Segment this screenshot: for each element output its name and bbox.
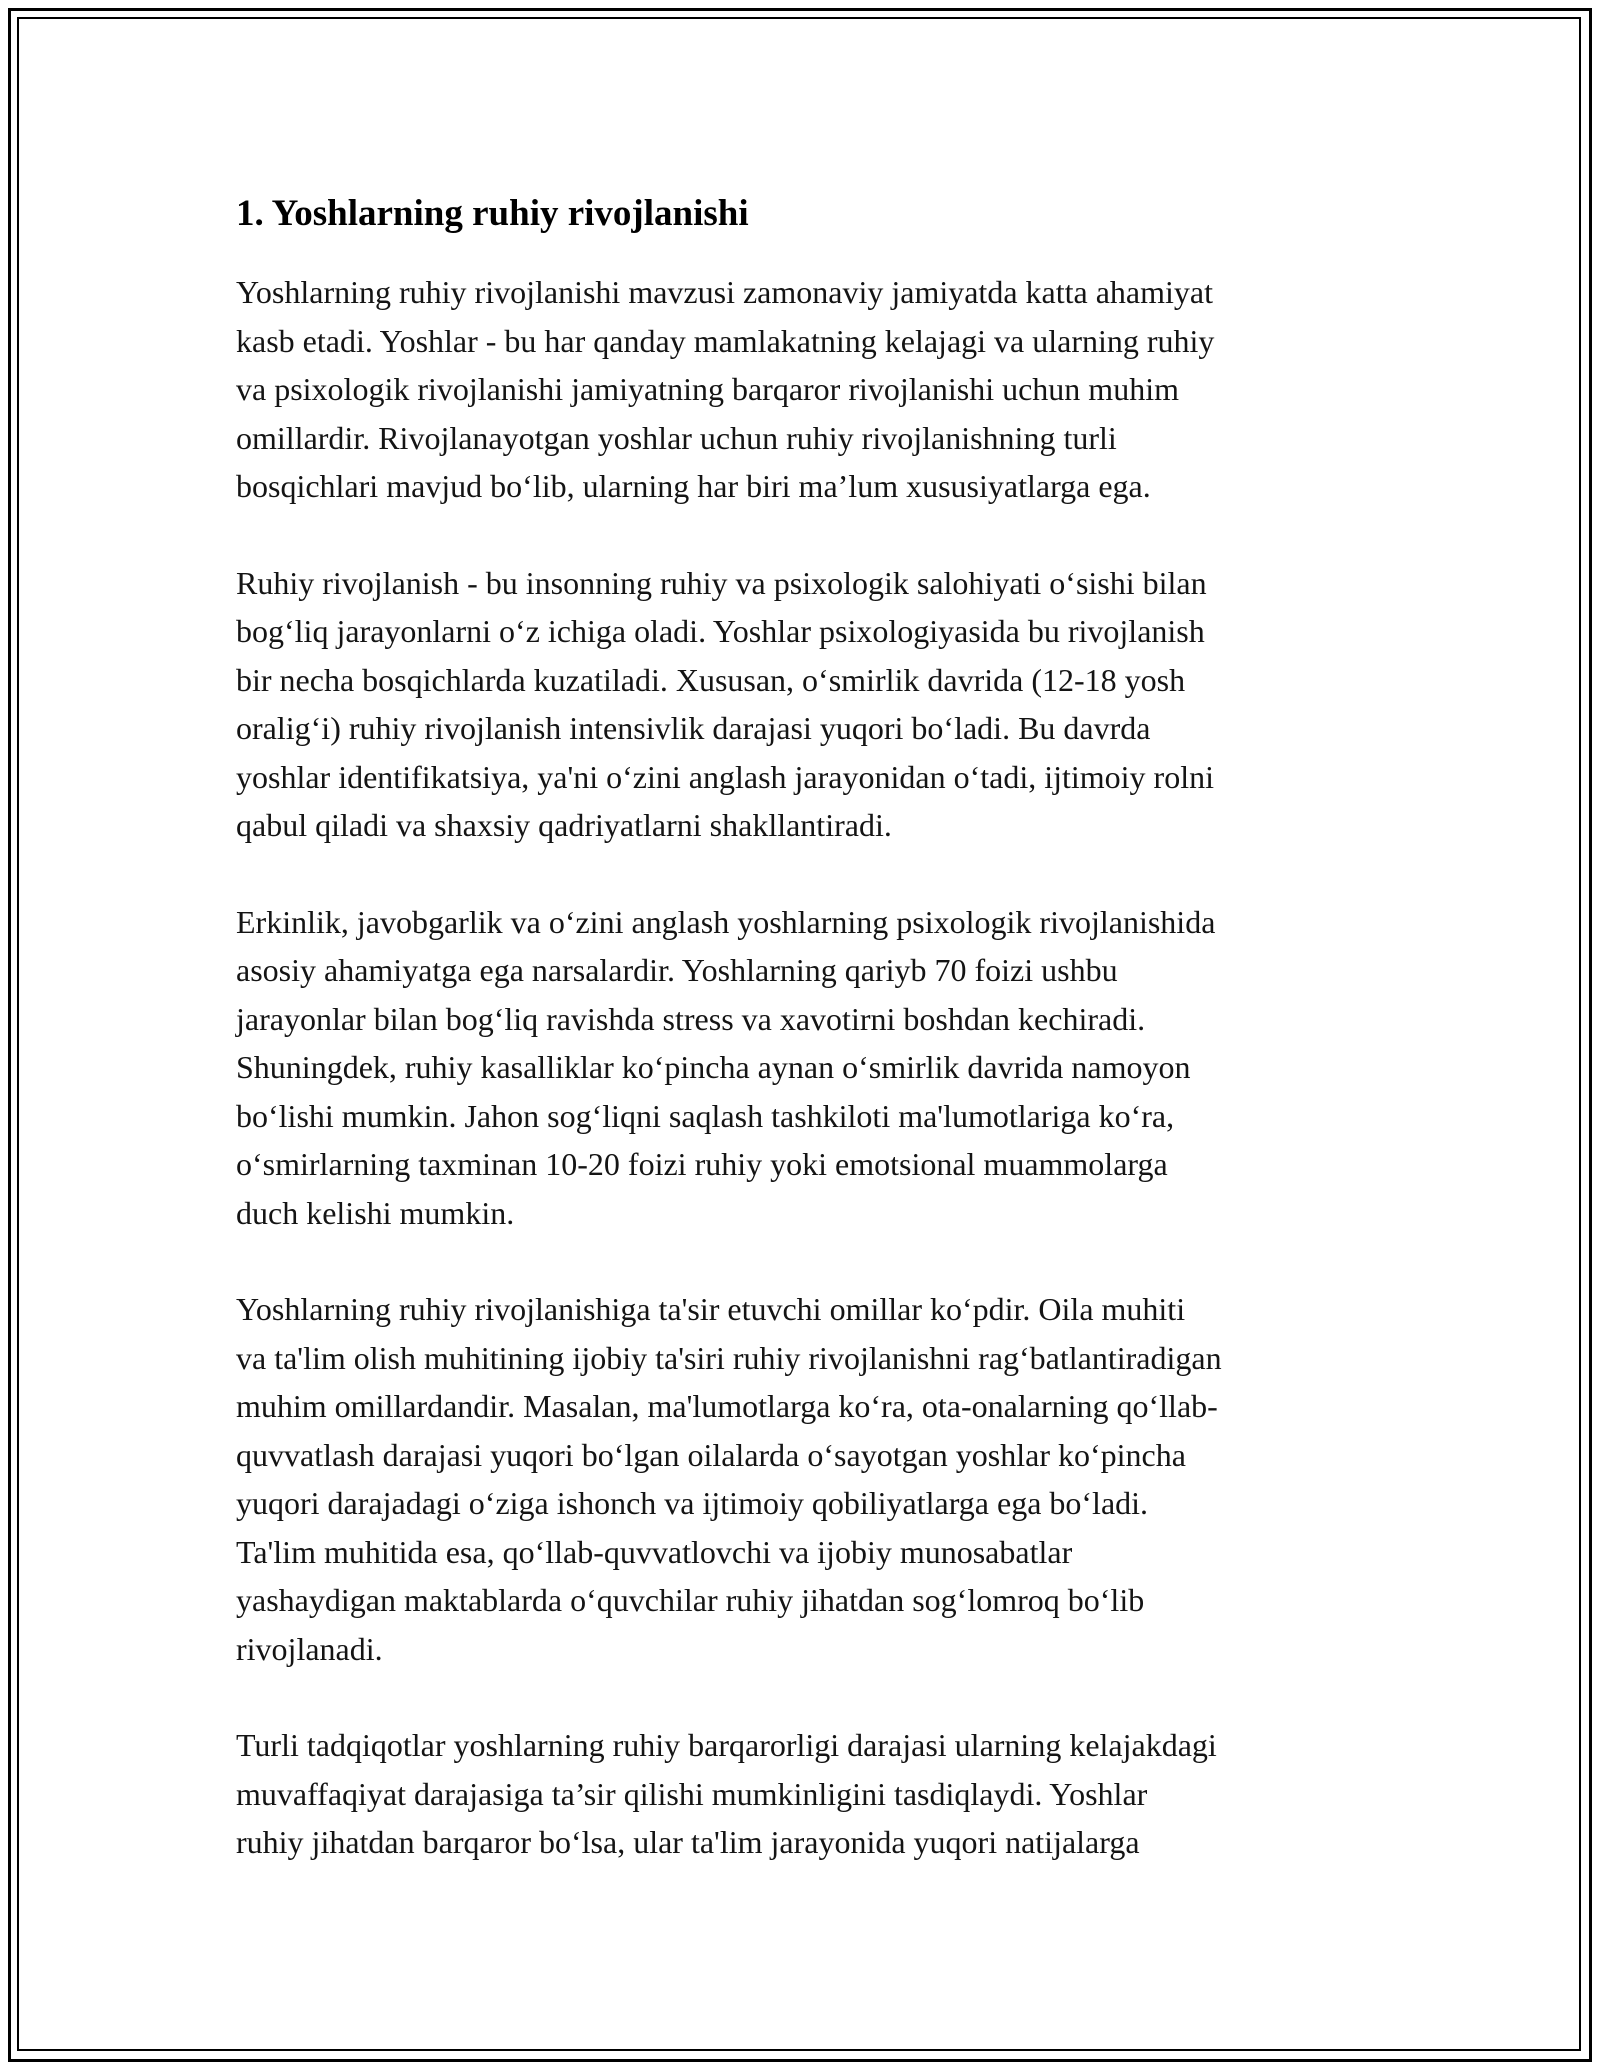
text-line: bir necha bosqichlarda kuzatiladi. Xususan, o‘smirlik davrida (12-18 yosh: [236, 661, 1186, 698]
text-line: oralig‘i) ruhiy rivojlanish intensivlik darajasi yuqori bo‘ladi. Bu davrda: [236, 710, 1151, 746]
text-line: Erkinlik, javobgarlik va o‘zini anglash yoshlarning psixologik rivojlanishida: [236, 903, 1216, 940]
text-line: qabul qiladi va shaxsiy qadriyatlarni shakllantiradi.: [236, 807, 892, 843]
document-body: [236, 186, 1366, 1867]
text-line: yoshlar identifikatsiya, ya'ni o‘zini anglash jarayonidan o‘tadi, ijtimoiy rolni: [236, 758, 1214, 795]
text-line: Ruhiy rivojlanish - bu insonning ruhiy va psixologik salohiyati o‘sishi bilan: [236, 564, 1207, 601]
text-line: bo‘lishi mumkin. Jahon sog‘liqni saqlash tashkiloti ma'lumotlariga ko‘ra,: [236, 1097, 1175, 1134]
text-line: va ta'lim olish muhitining ijobiy ta'siri ruhiy rivojlanishni rag‘batlantiradigan: [236, 1339, 1222, 1376]
text-line: duch kelishi mumkin.: [236, 1194, 515, 1231]
text-line: quvvatlash darajasi yuqori bo‘lgan oilalarda o‘sayotgan yoshlar ko‘pincha: [236, 1436, 1186, 1473]
text-line: Yoshlarning ruhiy rivojlanishi mavzusi zamonaviy jamiyatda katta ahamiyat: [236, 274, 1213, 310]
text-line: yashaydigan maktablarda o‘quvchilar ruhiy jihatdan sog‘lomroq bo‘lib: [236, 1582, 1145, 1618]
text-line: Ta'lim muhitida esa, qo‘llab-quvvatlovchi va ijobiy munosabatlar: [236, 1533, 1073, 1570]
text-line: Shuningdek, ruhiy kasalliklar ko‘pincha aynan o‘smirlik davrida namoyon: [236, 1049, 1191, 1085]
paragraph-2: [236, 559, 1366, 850]
text-line: Turli tadqiqotlar yoshlarning ruhiy barqarorligi darajasi ularning kelajakdagi: [236, 1727, 1217, 1763]
text-line: bosqichlari mavjud bo‘lib, ularning har biri ma’lum xususiyatlarga ega.: [236, 468, 1151, 504]
text-line: yuqori darajadagi o‘ziga ishonch va ijtimoiy qobiliyatlarga ega bo‘ladi.: [236, 1485, 1149, 1521]
text-line: omillardir. Rivojlanayotgan yoshlar uchun ruhiy rivojlanishning turli: [236, 419, 1117, 456]
paragraph-3: [236, 898, 1366, 1238]
paragraph-1: [236, 268, 1366, 511]
text-line: muvaffaqiyat darajasiga ta’sir qilishi mumkinligini tasdiqlaydi. Yoshlar: [236, 1775, 1148, 1812]
text-line: o‘smirlarning taxminan 10-20 foizi ruhiy yoki emotsional muammolarga: [236, 1146, 1168, 1182]
text-line: asosiy ahamiyatga ega narsalardir. Yoshlarning qariyb 70 foizi ushbu: [236, 952, 1118, 988]
text-line: muhim omillardandir. Masalan, ma'lumotlarga ko‘ra, ota-onalarning qo‘llab-: [236, 1388, 1218, 1424]
paragraph-4: [236, 1285, 1366, 1673]
text-line: ruhiy jihatdan barqaror bo‘lsa, ular ta'lim jarayonida yuqori natijalarga: [236, 1824, 1140, 1860]
section-heading: 1. Yoshlarning ruhiy rivojlanishi: [236, 193, 749, 234]
text-line: rivojlanadi.: [236, 1630, 383, 1667]
text-line: kasb etadi. Yoshlar - bu har qanday mamlakatning kelajagi va ularning ruhiy: [236, 322, 1215, 359]
paragraph-5: [236, 1721, 1366, 1867]
text-line: Yoshlarning ruhiy rivojlanishiga ta'sir etuvchi omillar ko‘pdir. Oila muhiti: [236, 1291, 1186, 1327]
text-line: jarayonlar bilan bog‘liq ravishda stress va xavotirni boshdan kechiradi.: [236, 1000, 1146, 1037]
text-line: bog‘liq jarayonlarni o‘z ichiga oladi. Yoshlar psixologiyasida bu rivojlanish: [236, 613, 1205, 649]
text-line: va psixologik rivojlanishi jamiyatning barqaror rivojlanishi uchun muhim: [236, 371, 1179, 407]
